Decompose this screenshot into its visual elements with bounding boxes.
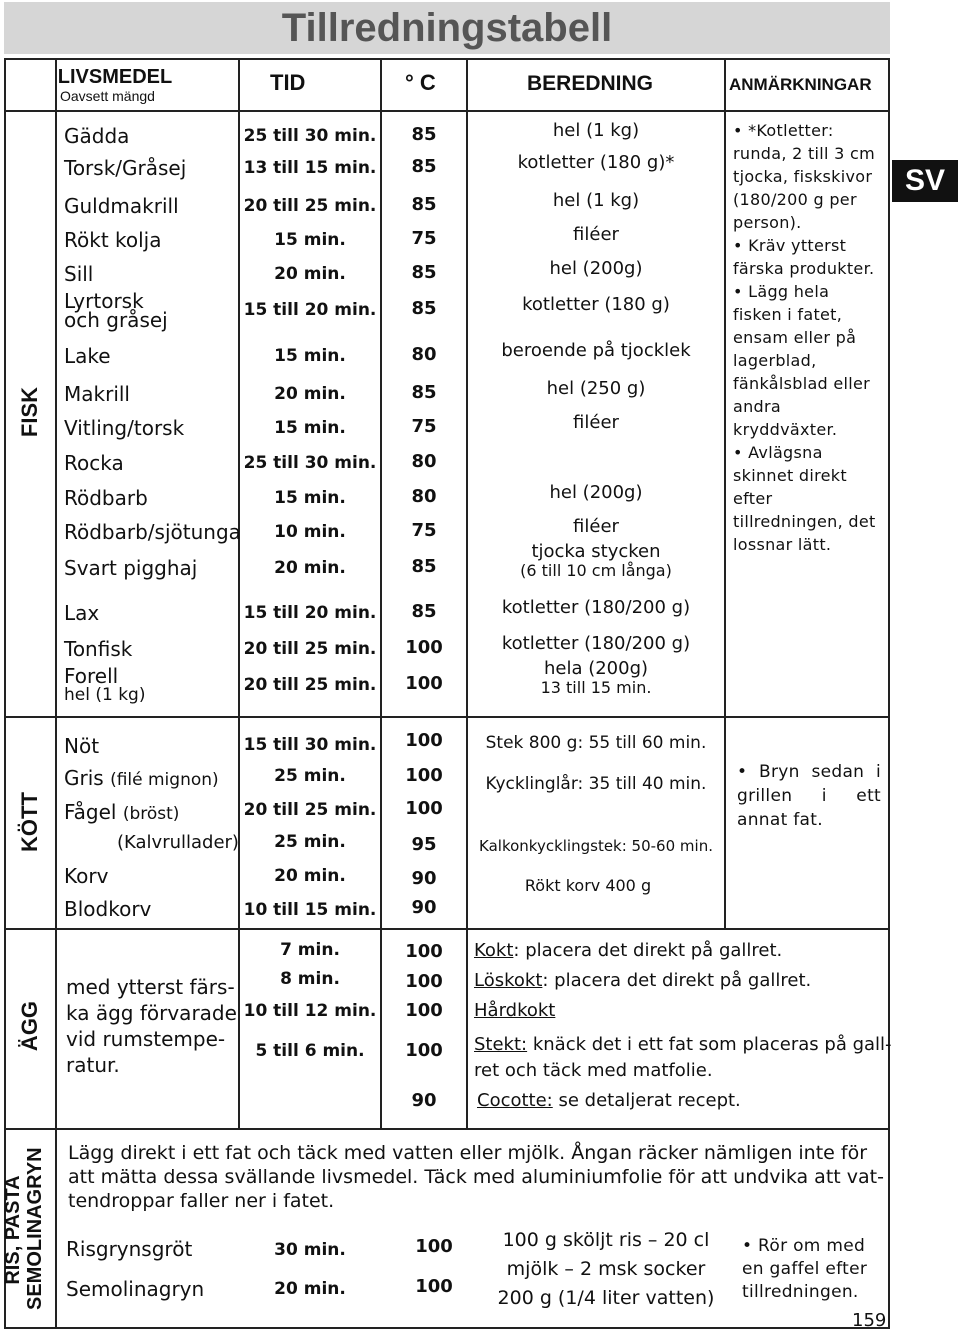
fish-temp: 80 — [411, 451, 437, 472]
meat-time: 20 min. — [274, 866, 346, 886]
fish-temp: 85 — [411, 156, 437, 177]
header-food: LIVSMEDEL — [57, 66, 173, 88]
meat-food: Gris (filé mignon) — [64, 766, 219, 790]
fish-food: Tonfisk — [64, 637, 133, 661]
egg-time: 5 till 6 min. — [255, 1041, 365, 1061]
fish-temp: 85 — [411, 556, 437, 577]
fish-temp: 85 — [411, 194, 437, 215]
fish-prep: hel (1 kg) — [552, 120, 640, 141]
fish-food: Lake — [64, 344, 111, 368]
egg-prep: Stekt: knäck det i ett fat som placeras på gall- ret och täck med matfolie. — [474, 1034, 892, 1081]
fish-food: Forell hel (1 kg) — [64, 664, 146, 705]
fish-time: 20 till 25 min. — [243, 196, 377, 216]
fish-temp: 75 — [411, 416, 437, 437]
category-meat: KÖTT — [17, 792, 42, 852]
fish-prep: hel (250 g) — [546, 378, 646, 399]
meat-time: 10 till 15 min. — [243, 900, 377, 920]
fish-food: Svart pigghaj — [64, 556, 198, 580]
fish-prep: hela (200g) 13 till 15 min. — [540, 658, 652, 697]
header-temp: ° C — [405, 70, 436, 95]
fish-time: 20 till 25 min. — [243, 639, 377, 659]
meat-prep: Rökt korv 400 g — [524, 876, 652, 895]
fish-temp: 100 — [405, 673, 443, 694]
fish-food: Rökt kolja — [64, 228, 162, 252]
fish-temp: 85 — [411, 262, 437, 283]
egg-temp: 100 — [405, 971, 443, 992]
meat-temp: 100 — [405, 798, 443, 819]
meat-temp: 90 — [411, 897, 437, 918]
meat-time: 20 till 25 min. — [243, 800, 377, 820]
col-divider-temp — [466, 58, 468, 1128]
page-number: 159 — [852, 1310, 887, 1331]
fish-prep: tjocka stycken (6 till 10 cm långa) — [520, 541, 672, 580]
fish-temp: 85 — [411, 601, 437, 622]
fish-prep: filéer — [573, 516, 619, 537]
egg-prep: Löskokt: placera det direkt på gallret. — [474, 970, 812, 991]
meat-temp: 95 — [411, 834, 437, 855]
grain-food: Risgrynsgröt — [66, 1237, 193, 1261]
section-divider-egg — [4, 1128, 890, 1130]
meat-temp: 90 — [411, 868, 437, 889]
fish-prep: hel (200g) — [549, 482, 643, 503]
fish-time: 25 till 30 min. — [243, 453, 377, 473]
egg-time: 8 min. — [280, 969, 340, 989]
fish-time: 13 till 15 min. — [243, 158, 377, 178]
fish-temp: 85 — [411, 382, 437, 403]
fish-temp: 80 — [411, 486, 437, 507]
fish-temp: 80 — [411, 344, 437, 365]
col-divider-cat — [55, 58, 57, 1128]
meat-prep: Kycklinglår: 35 till 40 min. — [485, 774, 707, 794]
header-time: TID — [270, 70, 306, 95]
fish-time: 25 till 30 min. — [243, 126, 377, 146]
fish-food: Sill — [64, 262, 94, 286]
category-egg: ÄGG — [17, 1000, 42, 1052]
fish-food: Rödbarb — [64, 486, 148, 510]
grain-time: 30 min. — [274, 1240, 346, 1260]
title-bar — [4, 2, 890, 54]
egg-prep: Kokt: placera det direkt på gallret. — [474, 940, 783, 961]
egg-temp: 100 — [405, 1000, 443, 1021]
fish-note: • *Kotletter: runda, 2 till 3 cm tjocka, fiskskivor (180/200 g per person). — [733, 121, 876, 232]
fish-time: 20 min. — [274, 264, 346, 284]
fish-time: 15 till 20 min. — [243, 603, 377, 623]
fish-note: • Avlägsna skinnet direkt efter tillredningen, det lossnar lätt. — [733, 443, 876, 554]
grain-temp: 100 — [415, 1236, 453, 1257]
header-food-sub: Oavsett mängd — [60, 88, 155, 104]
header-notes: ANMÄRKNINGAR — [729, 75, 872, 94]
egg-time: 7 min. — [280, 940, 340, 960]
fish-food: Vitling/torsk — [64, 416, 185, 440]
fish-prep: hel (1 kg) — [552, 190, 640, 211]
egg-food: med ytterst färs- ka ägg förvarade vid rumstempe- ratur. — [66, 975, 237, 1077]
fish-time: 15 till 20 min. — [243, 300, 377, 320]
fish-temp: 75 — [411, 520, 437, 541]
fish-prep: kotletter (180/200 g) — [501, 633, 691, 654]
meat-temp: 100 — [405, 765, 443, 786]
page-title: Tillredningstabell — [281, 6, 613, 50]
meat-food: Fågel (bröst) — [64, 800, 180, 824]
fish-temp: 75 — [411, 228, 437, 249]
egg-prep: Hårdkokt — [474, 1000, 556, 1021]
meat-note: • Bryn sedan i grillen i ett annat fat. — [737, 762, 881, 830]
fish-time: 15 min. — [274, 230, 346, 250]
fish-temp: 85 — [411, 298, 437, 319]
fish-prep: filéer — [573, 412, 619, 433]
category-grain: RIS, PASTA SEMOLINAGRYN — [2, 1147, 46, 1310]
grain-prep: 100 g sköljt ris – 20 cl mjölk – 2 msk socker 200 g (1/4 liter vatten) — [497, 1229, 715, 1309]
meat-food: Blodkorv — [64, 897, 152, 921]
fish-time: 20 till 25 min. — [243, 675, 377, 695]
egg-temp: 100 — [405, 1040, 443, 1061]
header-prep: BEREDNING — [527, 72, 654, 95]
fish-food: Rödbarb/sjötunga — [64, 520, 241, 544]
fish-food: Lyrtorsk och gråsej — [64, 289, 168, 332]
egg-temp: 90 — [411, 1090, 437, 1111]
fish-prep: kotletter (180/200 g) — [501, 597, 691, 618]
fish-note: • Kräv ytterst färska produkter. — [733, 236, 875, 278]
fish-food: Makrill — [64, 382, 130, 406]
egg-time: 10 till 12 min. — [243, 1001, 377, 1021]
fish-time: 15 min. — [274, 418, 346, 438]
meat-temp: 100 — [405, 730, 443, 751]
fish-food: Lax — [64, 601, 100, 625]
meat-time: 25 min. — [274, 766, 346, 786]
grain-note: • Rör om med en gaffel efter tillredningen. — [742, 1236, 868, 1302]
category-fish: FISK — [17, 386, 42, 438]
fish-time: 15 min. — [274, 488, 346, 508]
section-divider-fish — [4, 716, 890, 718]
fish-note: • Lägg hela fisken i fatet, ensam eller på lagerblad, fänkålsblad eller andra kryddväxter. — [733, 282, 871, 439]
col-divider-food — [238, 58, 240, 1128]
col-divider-time — [380, 58, 382, 1128]
meat-time: 25 min. — [274, 832, 346, 852]
fish-food: Guldmakrill — [64, 194, 179, 218]
meat-time: 15 till 30 min. — [243, 735, 377, 755]
meat-prep: Stek 800 g: 55 till 60 min. — [485, 733, 707, 753]
fish-time: 15 min. — [274, 346, 346, 366]
fish-time: 10 min. — [274, 522, 346, 542]
fish-food: Rocka — [64, 451, 124, 475]
meat-prep: Kalkonkycklingstek: 50-60 min. — [479, 837, 713, 855]
col-divider-cat-grain — [55, 1128, 57, 1328]
fish-prep: beroende på tjocklek — [501, 340, 691, 361]
meat-food: Nöt — [64, 734, 100, 758]
egg-prep: Cocotte: se detaljerat recept. — [477, 1090, 741, 1111]
fish-prep: hel (200g) — [549, 258, 643, 279]
fish-time: 20 min. — [274, 558, 346, 578]
language-tab: SV — [892, 160, 958, 202]
fish-food: Torsk/Gråsej — [64, 156, 187, 180]
fish-prep: filéer — [573, 224, 619, 245]
fish-notes — [733, 119, 881, 556]
fish-prep: kotletter (180 g)* — [517, 152, 675, 173]
meat-food: (Kalvrullader) — [117, 832, 239, 853]
col-divider-prep — [724, 58, 726, 928]
fish-temp: 85 — [411, 124, 437, 145]
fish-time: 20 min. — [274, 384, 346, 404]
meat-food: Korv — [64, 864, 109, 888]
section-divider-meat — [4, 928, 890, 930]
grain-time: 20 min. — [274, 1279, 346, 1299]
header-divider — [4, 110, 890, 112]
grain-food: Semolinagryn — [66, 1277, 205, 1301]
grain-intro: Lägg direkt i ett fat och täck med vatten eller mjölk. Ångan räcker nämligen inte för att mätta dessa svällande livsmedel. Täck med aluminiumfolie för att undvika att vat- tendroppar faller ner i fatet. — [68, 1142, 884, 1212]
egg-temp: 100 — [405, 941, 443, 962]
fish-prep: kotletter (180 g) — [522, 294, 670, 315]
grain-temp: 100 — [415, 1276, 453, 1297]
fish-temp: 100 — [405, 637, 443, 658]
fish-food: Gädda — [64, 124, 130, 148]
